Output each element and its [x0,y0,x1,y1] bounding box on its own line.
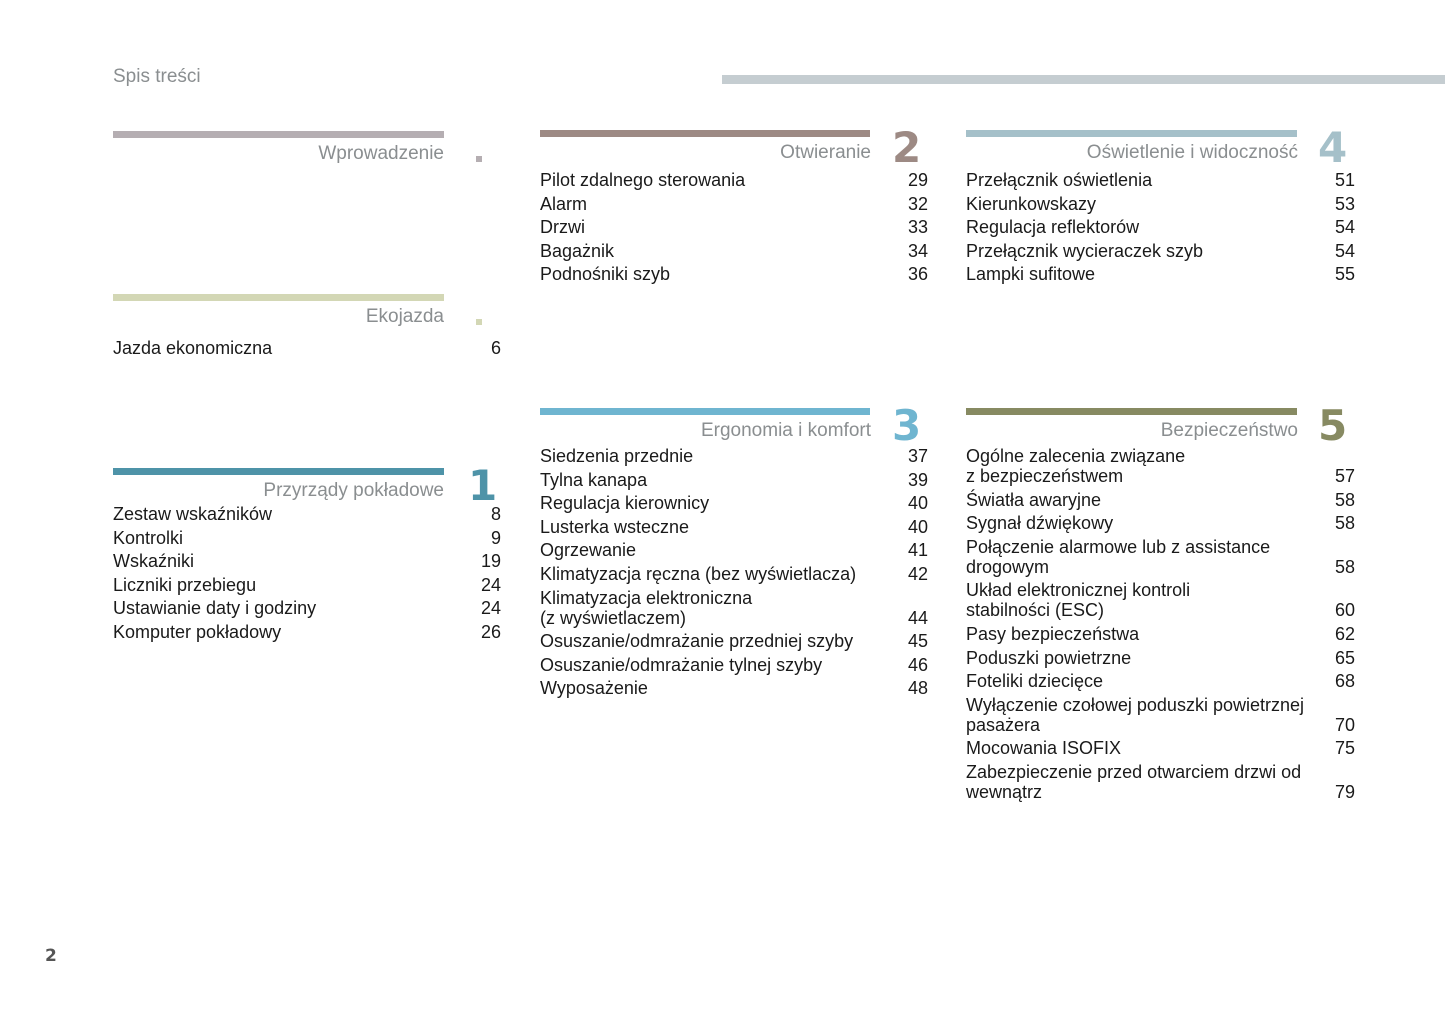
section-marker [476,156,482,162]
toc-entry-page: 36 [907,264,928,285]
toc-entry-page: 46 [907,654,928,675]
chapter-number: 5 [1318,401,1348,450]
toc-entry[interactable] [966,194,1355,214]
toc-entry-page: 34 [907,240,928,261]
toc-entry-page: 42 [907,563,928,584]
toc-entry-label: Mocowania ISOFIX [966,738,1122,759]
toc-entry-label: Pasy bezpieczeństwa [966,623,1140,644]
toc-entry[interactable] [113,598,501,618]
section-bar [540,408,870,415]
toc-entry-page: 45 [907,631,928,652]
toc-entry[interactable] [966,762,1355,802]
toc-entry-label: Zestaw wskaźników [113,504,273,524]
toc-entry[interactable] [966,217,1355,237]
toc-entry[interactable] [540,655,928,675]
section-title[interactable]: Wprowadzenie [318,143,444,164]
toc-entry[interactable] [113,622,501,642]
toc-entry[interactable] [540,564,928,584]
toc-entry-label: Osuszanie/odmrażanie przedniej szyby [540,631,854,652]
toc-entry-label: Ustawianie daty i godziny [113,598,317,619]
toc-entry-label: Komputer pokładowy [113,621,282,642]
toc-entry-label: Poduszki powietrzne [966,647,1132,668]
entry-list [113,504,501,646]
section-title[interactable]: Ekojazda [365,306,444,327]
toc-entry[interactable] [540,264,928,284]
toc-entry-page: 40 [907,493,928,514]
section-title[interactable]: Otwieranie [780,142,871,163]
toc-entry[interactable] [540,678,928,698]
toc-entry-page: 68 [1334,671,1355,692]
toc-entry[interactable] [540,517,928,537]
toc-entry[interactable] [966,170,1355,190]
toc-entry-page: 58 [1334,556,1355,577]
entry-list [540,446,928,702]
toc-entry-page: 62 [1334,623,1355,644]
toc-entry-page: 24 [480,598,501,619]
toc-entry[interactable] [540,540,928,560]
toc-entry[interactable] [966,695,1355,735]
section-title[interactable]: Bezpieczeństwo [1160,420,1298,441]
entry-list [966,170,1355,288]
toc-entry-page: 29 [907,170,928,190]
toc-entry[interactable] [540,194,928,214]
toc-entry-page: 6 [490,338,501,358]
toc-entry[interactable] [113,338,501,358]
section-bar [113,468,444,475]
toc-entry-page: 70 [1334,714,1355,735]
toc-entry-page: 58 [1334,513,1355,534]
toc-entry-page: 54 [1334,240,1355,261]
toc-entry-label: Podnośniki szyb [540,264,671,285]
toc-entry[interactable] [113,551,501,571]
toc-entry[interactable] [966,671,1355,691]
toc-entry-page: 39 [907,469,928,490]
toc-entry-page: 60 [1334,600,1355,621]
toc-entry[interactable] [966,513,1355,533]
section-title[interactable]: Oświetlenie i widoczność [1086,142,1298,163]
toc-entry-page: 53 [1334,193,1355,214]
chapter-number: 4 [1318,123,1348,172]
page-header-title: Spis treści [113,66,201,87]
toc-entry-label: Lusterka wsteczne [540,516,690,537]
toc-entry[interactable] [540,588,928,628]
toc-entry[interactable] [966,264,1355,284]
section-bar [113,294,444,301]
toc-entry-label: Bagażnik [540,240,615,261]
toc-entry-label: Ogrzewanie [540,540,637,561]
section-bar [540,130,870,137]
toc-entry-label: Siedzenia przednie [540,446,694,466]
toc-entry-label: Liczniki przebiegu [113,574,257,595]
toc-entry-page: 44 [907,607,928,628]
toc-entry-label: Przełącznik oświetlenia [966,170,1153,190]
toc-entry[interactable] [966,624,1355,644]
toc-entry-label: Kontrolki [113,527,184,548]
toc-entry-page: 54 [1334,217,1355,238]
toc-entry-label: Regulacja kierownicy [540,493,710,514]
toc-entry[interactable] [966,537,1355,577]
toc-entry-page: 57 [1334,466,1355,486]
chapter-number: 3 [892,401,922,450]
toc-entry-label: Zabezpieczenie przed otwarciem drzwi od wewnątrz [966,761,1302,802]
toc-entry-page: 26 [480,621,501,642]
toc-entry-page: 41 [907,540,928,561]
toc-entry-label: Przełącznik wycieraczek szyb [966,240,1204,261]
toc-entry-label: Jazda ekonomiczna [113,338,273,358]
entry-list [966,446,1355,806]
toc-entry-page: 58 [1334,489,1355,510]
chapter-number: 2 [892,123,922,172]
section-marker [476,319,482,325]
toc-entry[interactable] [966,446,1355,486]
chapter-number: 1 [468,461,498,510]
toc-entry-page: 19 [480,551,501,572]
toc-entry[interactable] [540,446,928,466]
toc-entry-label: Lampki sufitowe [966,264,1096,285]
toc-entry-page: 37 [907,446,928,466]
toc-entry[interactable] [966,580,1355,620]
toc-entry[interactable] [966,490,1355,510]
toc-entry[interactable] [966,738,1355,758]
toc-entry[interactable] [540,217,928,237]
section-title[interactable]: Przyrządy pokładowe [263,480,444,501]
toc-entry-page: 40 [907,516,928,537]
toc-entry-label: Układ elektronicznej kontroli stabilności (ESC) [966,580,1191,621]
toc-entry-label: Wyposażenie [540,678,648,699]
toc-entry-page: 8 [490,504,501,524]
toc-entry[interactable] [540,493,928,513]
toc-entry-label: Klimatyzacja elektroniczna (z wyświetlaczem) [540,587,753,628]
toc-entry[interactable] [540,631,928,651]
toc-entry-page: 24 [480,574,501,595]
toc-entry[interactable] [540,241,928,261]
toc-entry-label: Połączenie alarmowe lub z assistance drogowym [966,536,1271,577]
toc-entry-page: 9 [490,527,501,548]
entry-list [113,338,501,362]
section-bar [966,408,1297,415]
toc-entry-page: 32 [907,193,928,214]
toc-entry-label: Wyłączenie czołowej poduszki powietrznej pasażera [966,694,1304,735]
entry-list [540,170,928,288]
toc-entry-page: 51 [1334,170,1355,190]
toc-entry-label: Klimatyzacja ręczna (bez wyświetlacza) [540,563,857,584]
toc-entry-label: Wskaźniki [113,551,195,572]
toc-entry-label: Światła awaryjne [966,489,1102,510]
toc-entry-page: 33 [907,217,928,238]
toc-entry[interactable] [113,504,501,524]
toc-entry[interactable] [113,528,501,548]
toc-entry-page: 65 [1334,647,1355,668]
section-bar [966,130,1297,137]
toc-entry-label: Drzwi [540,217,585,238]
toc-entry-page: 55 [1334,264,1355,285]
toc-entry-label: Kierunkowskazy [966,193,1097,214]
section-bar [113,131,444,138]
toc-entry-label: Sygnał dźwiękowy [966,513,1114,534]
toc-entry-label: Tylna kanapa [540,469,648,490]
toc-entry-page: 75 [1334,738,1355,759]
page-number: 2 [45,946,57,966]
toc-entry[interactable] [966,241,1355,261]
toc-entry-page: 79 [1334,781,1355,802]
toc-entry[interactable] [540,170,928,190]
toc-entry-label: Ogólne zalecenia związane z bezpieczeństwem [966,446,1186,486]
toc-entry-label: Pilot zdalnego sterowania [540,170,746,190]
toc-entry-label: Osuszanie/odmrażanie tylnej szyby [540,654,823,675]
toc-entry-label: Regulacja reflektorów [966,217,1140,238]
toc-entry-label: Alarm [540,193,588,214]
toc-entry-label: Foteliki dziecięce [966,671,1104,692]
section-title[interactable]: Ergonomia i komfort [700,420,871,441]
toc-entry[interactable] [966,648,1355,668]
toc-entry-page: 48 [907,678,928,699]
toc-entry[interactable] [113,575,501,595]
header-rule [722,75,1445,84]
toc-entry[interactable] [540,470,928,490]
